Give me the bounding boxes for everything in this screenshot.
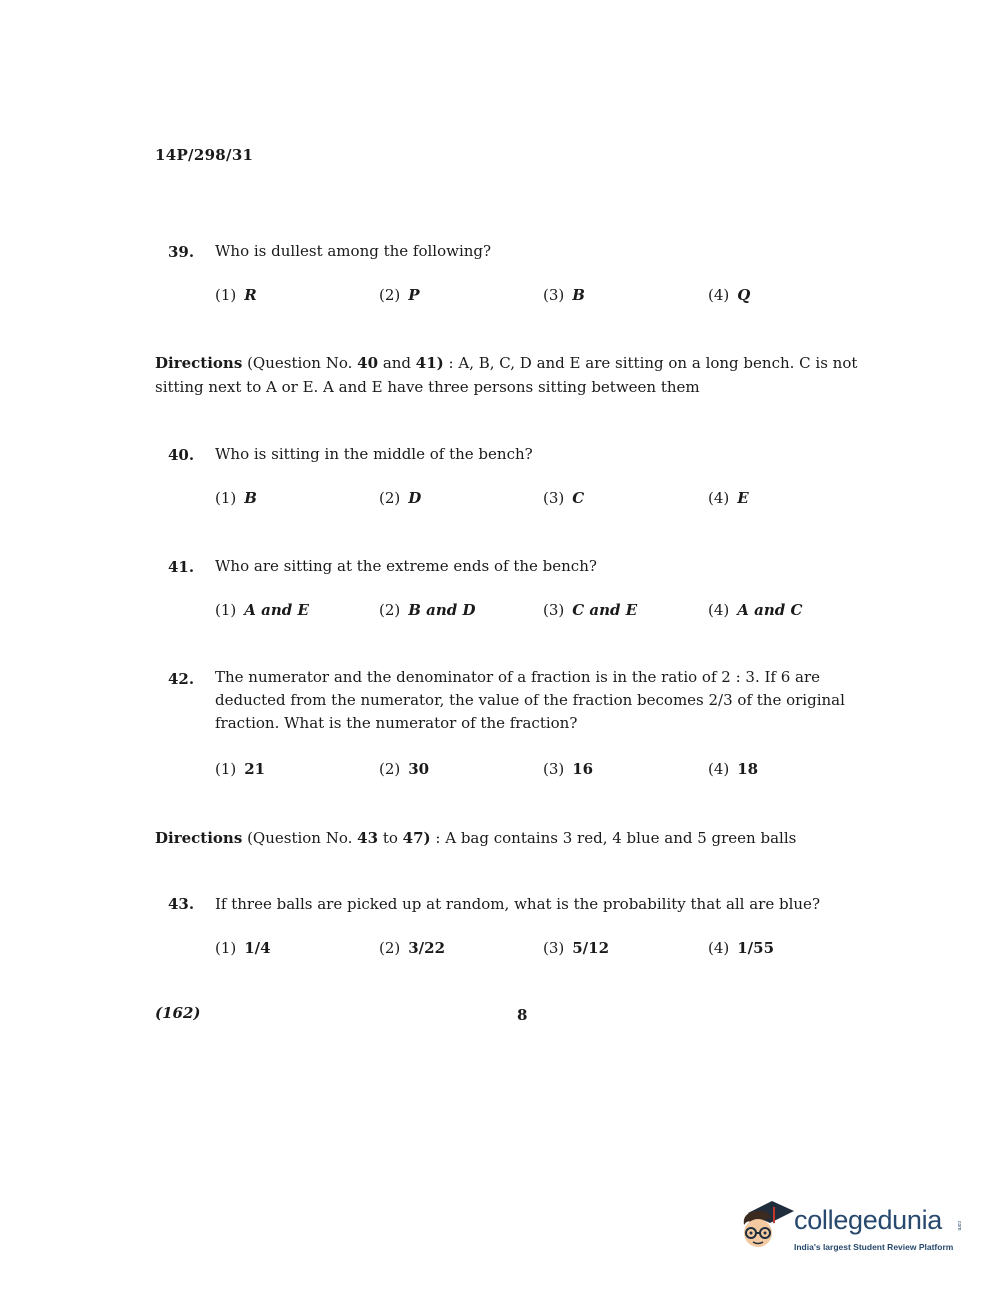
directions-block: Directions (Question No. 40 and 41) : A, B, C, D and E are sitting on a long bench. C is not sitting next to A or E. A and E have three persons sitting between them (155, 354, 858, 396)
option: (4) Q (708, 286, 751, 304)
question-text: Who is dullest among the following? (215, 242, 492, 260)
directions-block: Directions (Question No. 43 to 47) : A bag contains 3 red, 4 blue and 5 green balls (155, 829, 797, 847)
option: (2) 30 (379, 760, 430, 778)
booklet-code: (162) (155, 1004, 201, 1022)
option: (1) 21 (215, 760, 266, 778)
option: (4) A and C (708, 601, 803, 619)
option: (2) P (379, 286, 420, 304)
option: (1) A and E (215, 601, 309, 619)
question-text: The numerator and the denominator of a fraction is in the ratio of 2 : 3. If 6 are deducted from the numerator, the value of the fraction becomes 2/3 of the original fraction. What is the numerator of the fraction? (215, 668, 845, 732)
logo-suffix: com (956, 1221, 962, 1231)
page-number: 8 (517, 1006, 528, 1024)
collegedunia-logo (738, 1195, 968, 1261)
option: (3) C (543, 489, 585, 507)
directions-label: Directions (155, 829, 243, 847)
student-mascot-icon (738, 1195, 794, 1261)
question-number: 42. (168, 670, 195, 688)
question-number: 41. (168, 558, 195, 576)
option: (2) D (379, 489, 422, 507)
question-text: Who are sitting at the extreme ends of the bench? (215, 557, 597, 575)
option: (1) B (215, 489, 257, 507)
option: (3) C and E (543, 601, 638, 619)
question-text: If three balls are picked up at random, what is the probability that all are blue? (215, 895, 820, 913)
option: (2) B and D (379, 601, 476, 619)
question-number: 43. (168, 895, 195, 913)
option: (3) 5/12 (543, 939, 610, 957)
directions-label: Directions (155, 354, 243, 372)
question-number: 39. (168, 243, 195, 261)
option: (2) 3/22 (379, 939, 446, 957)
question-text: Who is sitting in the middle of the bench? (215, 445, 533, 463)
question-number: 40. (168, 446, 195, 464)
paper-code: 14P/298/31 (155, 146, 254, 164)
option: (4) E (708, 489, 749, 507)
option: (3) 16 (543, 760, 594, 778)
logo-wordmark: collegedunia (794, 1205, 943, 1235)
option: (3) B (543, 286, 585, 304)
option: (1) 1/4 (215, 939, 271, 957)
option: (4) 18 (708, 760, 759, 778)
option: (4) 1/55 (708, 939, 775, 957)
option: (1) R (215, 286, 257, 304)
logo-tagline: India's largest Student Review Platform (794, 1242, 954, 1252)
